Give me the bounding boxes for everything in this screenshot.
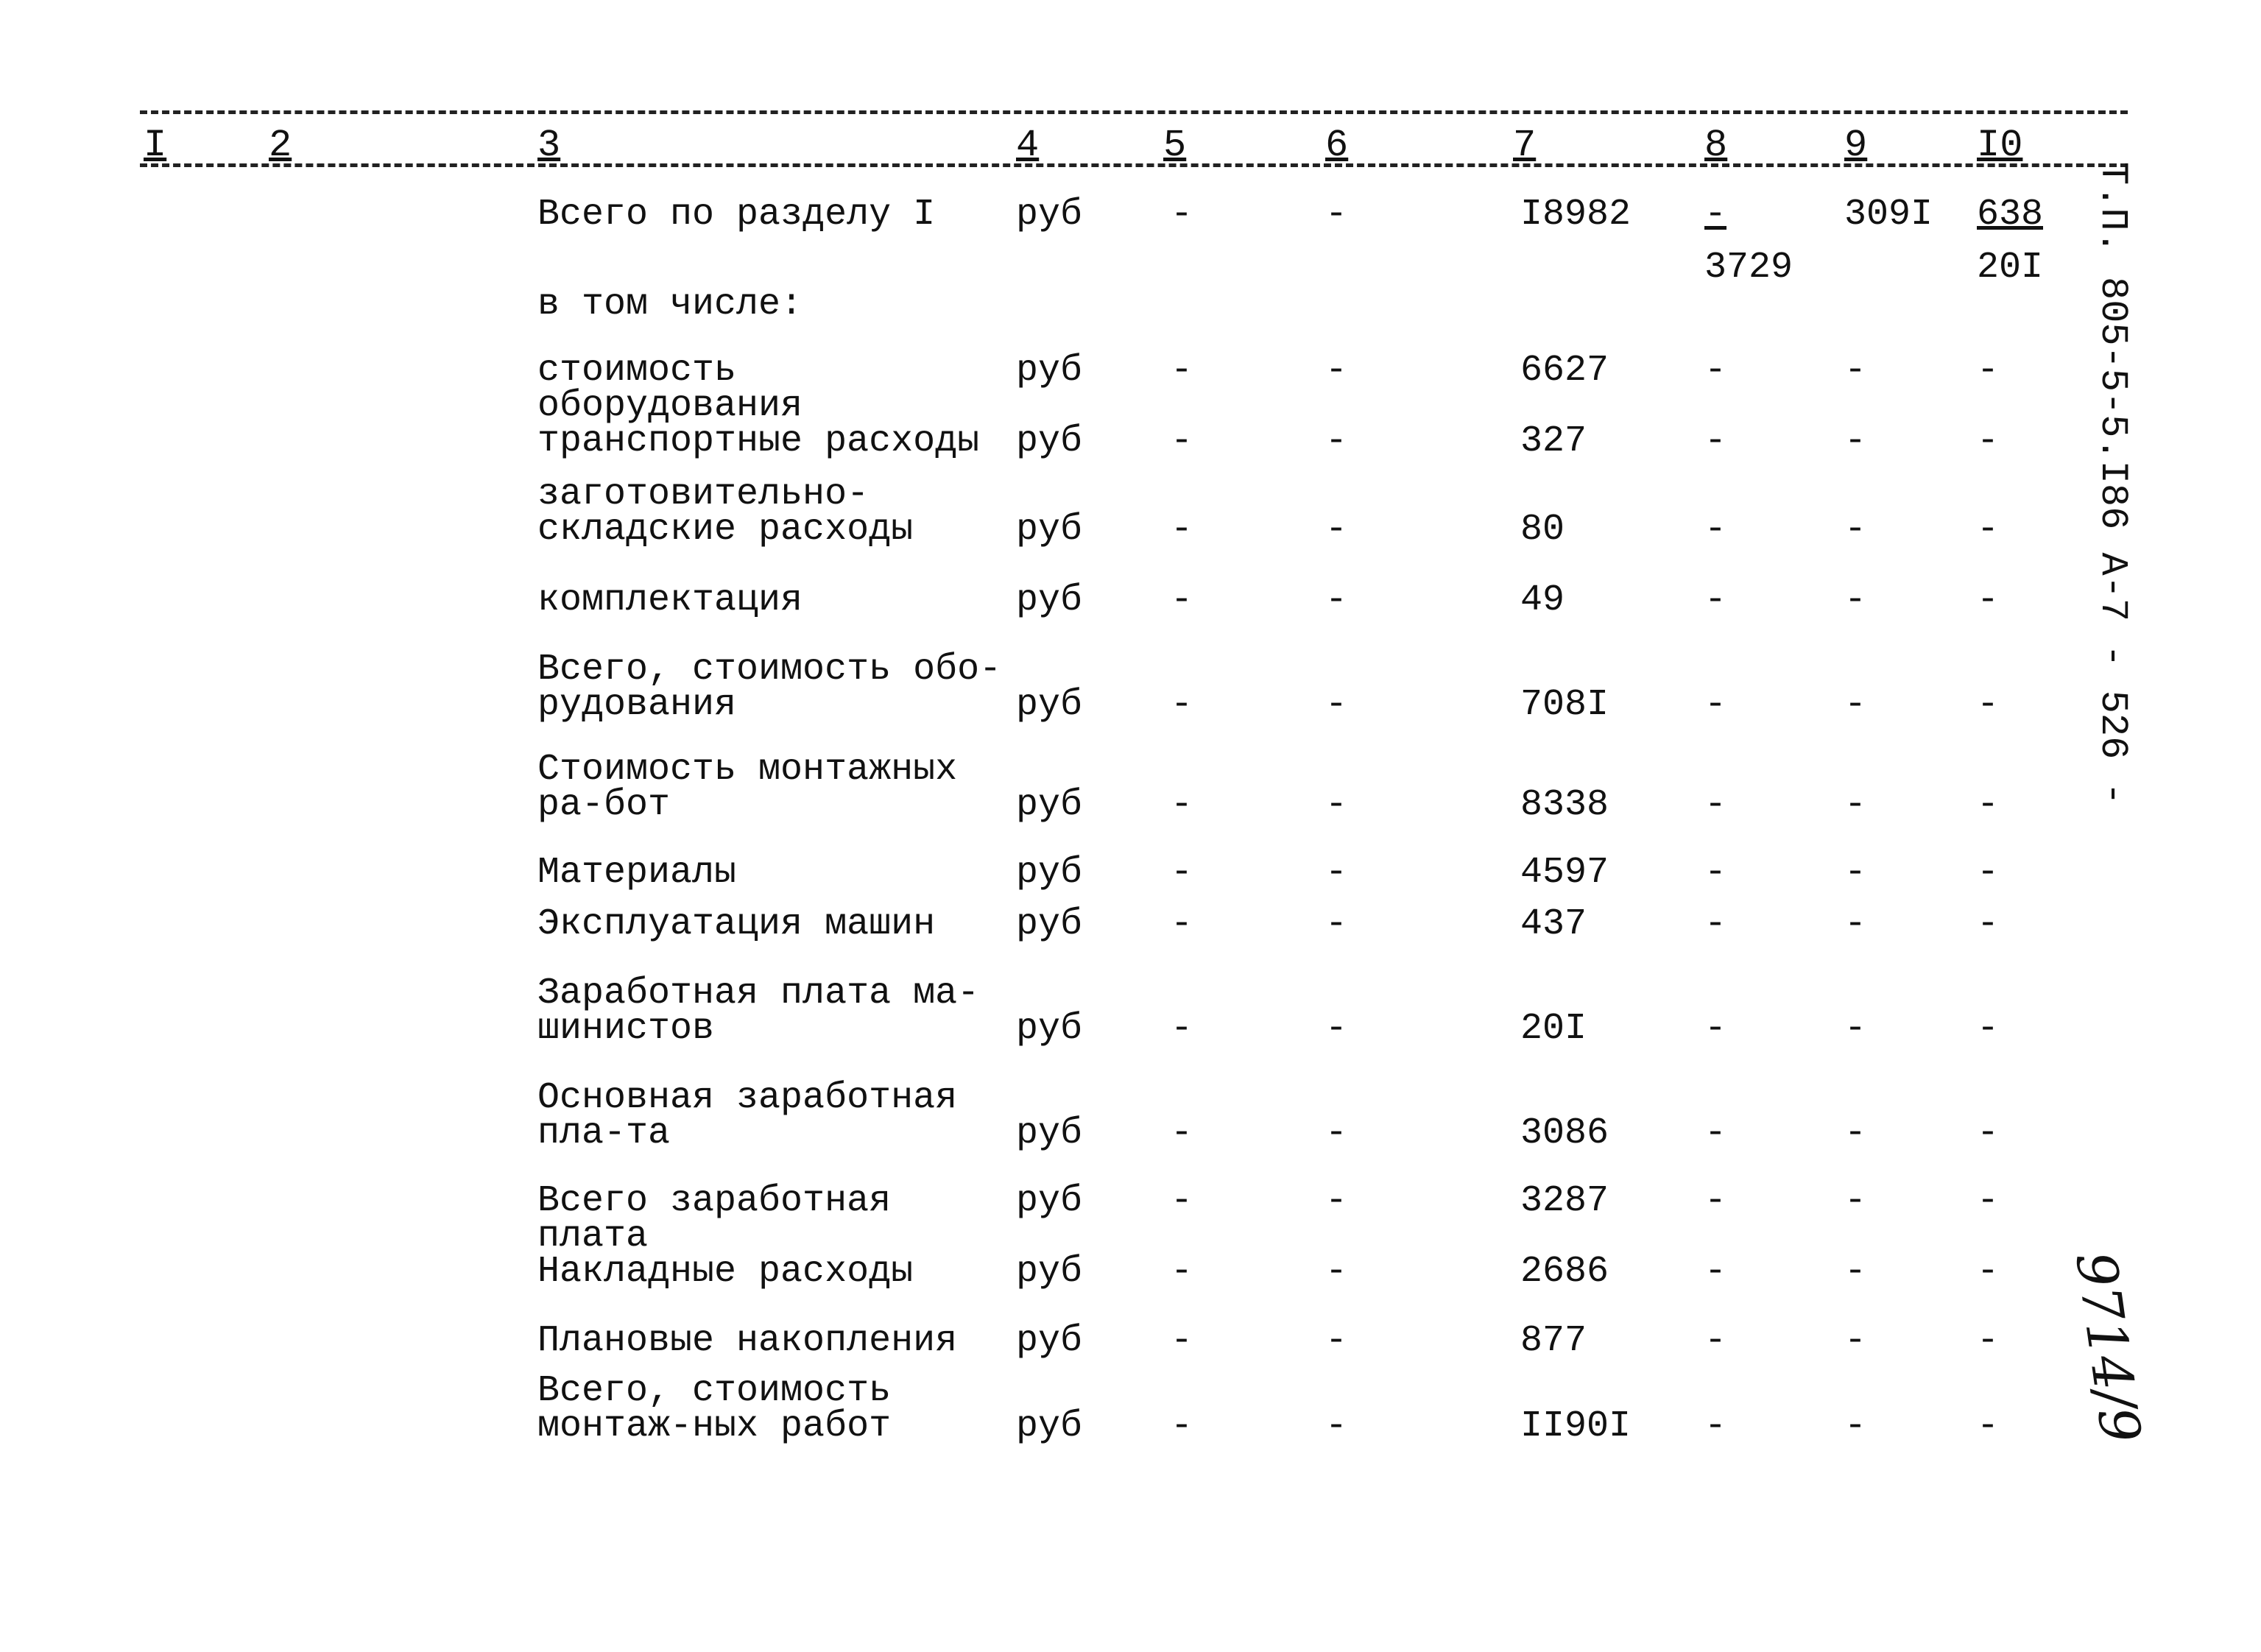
row-col8: - [1704,852,1727,894]
row-col8: - [1704,1180,1727,1222]
row-col10: - [1977,1251,2000,1293]
row-col10: - [1977,784,2000,826]
row-col6: - [1325,579,1348,621]
row-col5: - [1171,1008,1193,1050]
row-col9: - [1844,1405,1867,1447]
row-col8: - [1704,509,1727,551]
row-col10: - [1977,1180,2000,1222]
row-col9: - [1844,903,1867,945]
row-col8: - [1704,1405,1727,1447]
row-col6: - [1325,1008,1348,1050]
row-col8: - [1704,903,1727,945]
row-label: стоимость оборудования [537,350,803,427]
row-col7: 49 [1520,579,1565,621]
row-col5: - [1171,1180,1193,1222]
handwritten-note: 9714/9 [2063,1248,2153,1447]
row-col7: 6627 [1520,350,1609,392]
row-col6: - [1325,350,1348,392]
row-col7: 437 [1520,903,1587,945]
row-unit: руб [1016,579,1083,621]
row-col5: - [1171,684,1193,726]
row-col7: 327 [1520,420,1587,462]
row-col5: - [1171,1320,1193,1362]
row-col9: - [1844,579,1867,621]
row-col9: - [1844,684,1867,726]
row-col10: - [1977,350,2000,392]
row-label: заготовительно-складские расходы [537,473,914,551]
column-number-9: 9 [1844,124,1868,167]
row-label: Всего по разделу I [537,194,936,236]
row-col8: - [1704,1008,1727,1050]
column-number-2: 2 [269,124,292,167]
row-col8-bottom: 3729 [1704,247,1793,289]
row-col9: - [1844,1112,1867,1154]
row-unit: руб [1016,684,1083,726]
row-col7: 20I [1520,1008,1587,1050]
row-unit: руб [1016,1320,1083,1362]
row-col6: - [1325,1112,1348,1154]
row-col7: 80 [1520,509,1565,551]
row-label: Всего заработная плата [537,1180,892,1257]
column-number-1: I [144,124,167,167]
column-number-4: 4 [1016,124,1040,167]
row-col8: - [1704,784,1727,826]
row-label: Накладные расходы [537,1251,914,1293]
row-col9: - [1844,350,1867,392]
row-col9: 309I [1844,194,1933,236]
row-col8: - [1704,1251,1727,1293]
row-unit: руб [1016,1180,1083,1222]
row-col10-bottom: 20I [1977,247,2044,289]
row-label: транспортные расходы [537,420,980,462]
row-col10: - [1977,509,2000,551]
row-col9: - [1844,1251,1867,1293]
top-dashed-rule [140,110,2128,114]
column-number-8: 8 [1704,124,1728,167]
row-col10: - [1977,903,2000,945]
column-number-10: I0 [1977,124,2023,167]
row-col10: - [1977,579,2000,621]
row-unit: руб [1016,1405,1083,1447]
row-unit: руб [1016,1251,1083,1293]
row-col9: - [1844,1180,1867,1222]
row-col6: - [1325,784,1348,826]
row-col10: - [1977,852,2000,894]
row-unit: руб [1016,1112,1083,1154]
row-col7: 4597 [1520,852,1609,894]
column-number-7: 7 [1513,124,1537,167]
header-dashed-rule [140,163,2128,167]
row-col7: 2686 [1520,1251,1609,1293]
row-unit: руб [1016,350,1083,392]
row-unit: руб [1016,852,1083,894]
row-col5: - [1171,852,1193,894]
row-col6: - [1325,684,1348,726]
row-col8: - [1704,579,1727,621]
row-col9: - [1844,852,1867,894]
row-col6: - [1325,1405,1348,1447]
row-col10-top: 638 [1977,194,2044,236]
row-col6: - [1325,1251,1348,1293]
row-col9: - [1844,784,1867,826]
row-col7: 3086 [1520,1112,1609,1154]
row-col7: 3287 [1520,1180,1609,1222]
row-col7: 877 [1520,1320,1587,1362]
column-number-6: 6 [1325,124,1349,167]
row-col8: - [1704,1112,1727,1154]
row-col10: - [1977,1405,2000,1447]
row-col9: - [1844,1008,1867,1050]
row-unit: руб [1016,784,1083,826]
row-col10: - [1977,1112,2000,1154]
row-col5: - [1171,784,1193,826]
row-col5: - [1171,579,1193,621]
row-label: в том числе: [537,283,803,325]
row-col7: 708I [1520,684,1609,726]
row-unit: руб [1016,420,1083,462]
row-col10: - [1977,420,2000,462]
row-label: Всего, стоимость обо-рудования [537,649,1002,726]
row-label: Основная заработная пла-та [537,1077,958,1154]
row-unit: руб [1016,1008,1083,1050]
row-col5: - [1171,1251,1193,1293]
column-number-5: 5 [1163,124,1187,167]
row-label: Материалы [537,852,737,894]
row-col8: - [1704,420,1727,462]
row-label: Стоимость монтажных ра-бот [537,749,958,826]
row-col6: - [1325,194,1348,236]
row-col6: - [1325,509,1348,551]
row-col10: - [1977,1008,2000,1050]
row-label: Плановые накопления [537,1320,958,1362]
row-col5: - [1171,1405,1193,1447]
row-col10: - [1977,1320,2000,1362]
row-label: Эксплуатация машин [537,903,936,945]
row-col9: - [1844,509,1867,551]
row-unit: руб [1016,509,1083,551]
row-col8-top: - [1704,194,1727,236]
row-label: Заработная плата ма-шинистов [537,973,980,1050]
side-document-code: Т.П. 805-5-5.I86 А-7 - 526 - [2091,162,2134,805]
row-col5: - [1171,1112,1193,1154]
row-col5: - [1171,903,1193,945]
row-label: комплектация [537,579,803,621]
row-col7: 8338 [1520,784,1609,826]
row-col8: - [1704,1320,1727,1362]
row-col7: I8982 [1520,194,1632,236]
row-unit: руб [1016,903,1083,945]
column-number-3: 3 [537,124,561,167]
row-col9: - [1844,420,1867,462]
row-col5: - [1171,350,1193,392]
row-col5: - [1171,420,1193,462]
row-label: Всего, стоимость монтаж-ных работ [537,1370,892,1447]
row-col9: - [1844,1320,1867,1362]
row-col6: - [1325,852,1348,894]
row-col7: II90I [1520,1405,1632,1447]
row-col10: - [1977,684,2000,726]
row-col6: - [1325,903,1348,945]
row-col6: - [1325,1320,1348,1362]
row-col5: - [1171,194,1193,236]
row-col6: - [1325,1180,1348,1222]
row-unit: руб [1016,194,1083,236]
row-col6: - [1325,420,1348,462]
row-col5: - [1171,509,1193,551]
row-col8: - [1704,684,1727,726]
row-col8: - [1704,350,1727,392]
